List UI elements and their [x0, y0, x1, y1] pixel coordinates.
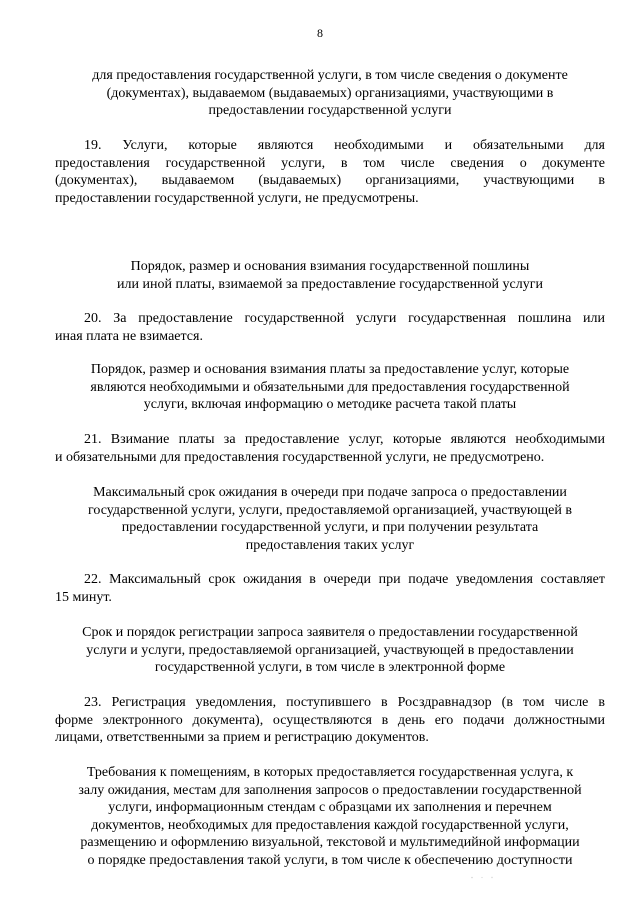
- heading-line: услуги, включая информацию о методике расчета такой платы: [143, 397, 517, 412]
- scan-speck: [468, 876, 498, 879]
- section-heading-queue-time: [55, 484, 605, 554]
- section-heading-payment: [55, 361, 605, 414]
- heading-line: Требования к помещениям, в которых предоставляется государственная услуга, к: [86, 765, 574, 780]
- paragraph-line: иная плата не взимается.: [55, 328, 203, 344]
- section-heading-state-fee: [55, 258, 605, 293]
- heading-line: для предоставления государственной услуги, в том числе сведения о документе: [92, 68, 568, 83]
- heading-line: Максимальный срок ожидания в очереди при подаче запроса о предоставлении: [93, 485, 567, 500]
- heading-line: услуги, информационным стендам с образцами их заполнения и перечнем: [108, 800, 552, 815]
- paragraph-line: и обязательными для предоставления государственной услуги, не предусмотрено.: [55, 449, 545, 465]
- paragraph-line: 20. За предоставление государственной услуги государственная пошлина или: [84, 311, 605, 326]
- page-number: 8: [317, 26, 323, 40]
- heading-line: государственной услуги, в том числе в электронной форме: [154, 660, 506, 675]
- paragraph-line: 19. Услуги, которые являются необходимыми и обязательными для: [84, 138, 605, 153]
- paragraph-20: [55, 310, 605, 345]
- section-heading-registration: [55, 624, 605, 677]
- heading-line: предоставления таких услуг: [245, 537, 415, 553]
- heading-line: Порядок, размер и основания взимания государственной пошлины: [130, 259, 530, 274]
- paragraph-line: предоставления государственной услуги, в том числе сведения о документе: [55, 155, 605, 171]
- paragraph-21: [55, 431, 605, 466]
- heading-line: Срок и порядок регистрации запроса заявителя о предоставлении государственной: [82, 625, 578, 640]
- paragraph-22: [55, 571, 605, 606]
- heading-line: или иной платы, взимаемой за предоставление государственной услуги: [117, 276, 543, 292]
- heading-line: предоставлении государственной услуги: [208, 103, 452, 118]
- paragraph-line: 23. Регистрация уведомления, поступившего в Росздравнадзор (в том числе в: [84, 695, 605, 710]
- section-heading-documents: [55, 67, 605, 120]
- heading-line: документов, необходимых для предоставления каждой государственной услуги,: [91, 817, 569, 833]
- heading-line: о порядке предоставления такой услуги, в том числе к обеспечению доступности: [87, 852, 573, 868]
- heading-line: услуги и услуги, предоставляемой организацией, участвующей в предоставлении: [86, 642, 574, 658]
- paragraph-line: 21. Взимание платы за предоставление услуг, которые являются необходимыми: [84, 432, 605, 447]
- section-heading-premises: [55, 764, 605, 869]
- heading-line: залу ожидания, местам для заполнения запросов о предоставлении государственной: [78, 782, 582, 798]
- paragraph-line: 22. Максимальный срок ожидания в очереди при подаче уведомления составляет: [84, 572, 605, 587]
- paragraph-line: 15 минут.: [55, 589, 112, 605]
- heading-line: являются необходимыми и обязательными для предоставления государственной: [90, 379, 570, 395]
- paragraph-19: [55, 137, 605, 207]
- paragraph-line: предоставлении государственной услуги, не предусмотрены.: [55, 190, 419, 206]
- paragraph-23: [55, 694, 605, 747]
- heading-line: (документах), выдаваемом (выдаваемых) организациями, участвующими в: [106, 85, 554, 101]
- paragraph-line: лицами, ответственными за прием и регистрацию документов.: [55, 730, 429, 745]
- heading-line: предоставлении государственной услуги, и при получении результата: [121, 520, 539, 535]
- heading-line: размещению и оформлению визуальной, текстовой и мультимедийной информации: [80, 835, 580, 850]
- heading-line: государственной услуги, услуги, предоставляемой организацией, участвующей в: [88, 502, 572, 518]
- paragraph-line: (документах), выдаваемом (выдаваемых) организациями, участвующими в: [55, 173, 605, 188]
- heading-line: Порядок, размер и основания взимания платы за предоставление услуг, которые: [90, 362, 570, 377]
- paragraph-line: форме электронного документа), осуществляются в день его подачи должностными: [55, 712, 605, 728]
